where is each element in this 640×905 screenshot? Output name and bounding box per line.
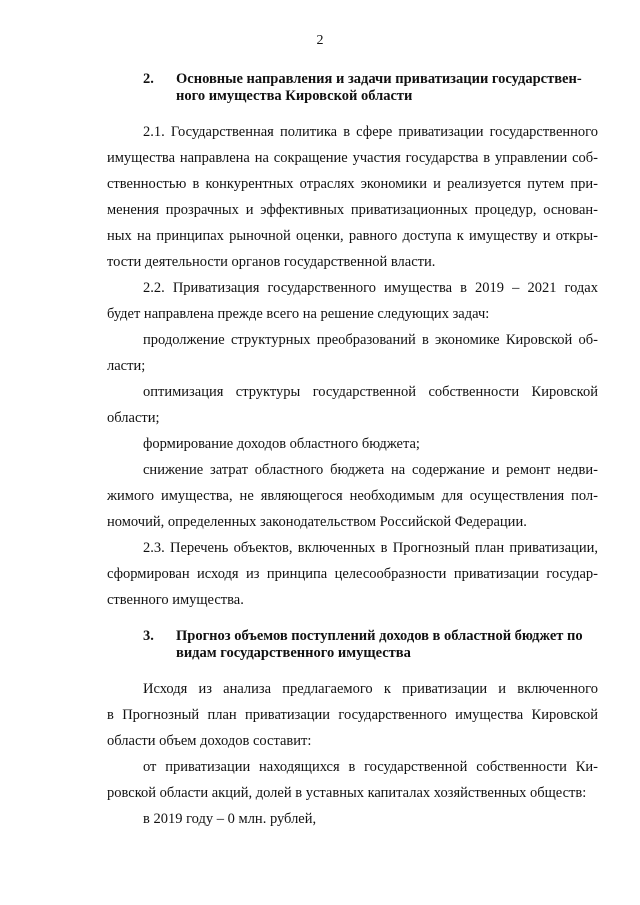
text-line: оптимизация структуры государственной собственности Кировской: [143, 384, 598, 400]
paragraph-3-shares: [107, 754, 598, 806]
text-line: жимого имущества, не являющегося необходимым для осуществления пол-: [107, 488, 598, 504]
text-line: ственного имущества.: [107, 592, 244, 608]
list-item-4: [107, 457, 598, 535]
section-number: 3.: [143, 628, 154, 644]
section-3-heading: [143, 628, 598, 662]
text-line: ных на принципах рыночной оценки, равного доступа к имуществу и откры-: [107, 228, 598, 244]
text-line: продолжение структурных преобразований в экономике Кировской об-: [143, 332, 598, 348]
text-line: области;: [107, 410, 160, 426]
text-line: тости деятельности органов государственной власти.: [107, 254, 436, 270]
list-item-2: [107, 379, 598, 431]
paragraph-3-intro: [107, 676, 598, 754]
text-line: области объем доходов составит:: [107, 733, 312, 749]
text-line: 2.3. Перечень объектов, включенных в Прогнозный план приватизации,: [143, 540, 598, 556]
text-line: 2.1. Государственная политика в сфере приватизации государственного: [143, 124, 598, 140]
paragraph-2-2: [107, 275, 598, 327]
text-line: номочий, определенных законодательством Российской Федерации.: [107, 514, 527, 530]
text-line: сформирован исходя из принципа целесообразности приватизации государ-: [107, 566, 598, 582]
text-line: 2.2. Приватизация государственного имущества в 2019 – 2021 годах: [143, 280, 598, 296]
text-line: формирование доходов областного бюджета;: [143, 436, 420, 452]
text-line: ласти;: [107, 358, 146, 374]
section-title-line: ного имущества Кировской области: [176, 88, 413, 104]
text-line: в 2019 году – 0 млн. рублей,: [143, 811, 317, 827]
text-line: имущества направлена на сокращение участия государства в управлении соб-: [107, 150, 598, 166]
paragraph-2-3: [107, 535, 598, 613]
text-line: ственностью в конкурентных отраслях экономики и реализуется путем при-: [107, 176, 598, 192]
paragraph-3-2019: [107, 806, 598, 832]
section-title-line: Основные направления и задачи приватизации государствен-: [176, 71, 582, 87]
text-line: менения прозрачных и эффективных приватизационных процедур, основан-: [107, 202, 598, 218]
text-line: будет направлена прежде всего на решение следующих задач:: [107, 306, 490, 322]
text-line: в Прогнозный план приватизации государственного имущества Кировской: [107, 707, 598, 723]
text-line: от приватизации находящихся в государственной собственности Ки-: [143, 759, 598, 775]
section-title-line: Прогноз объемов поступлений доходов в областной бюджет по: [176, 628, 583, 644]
list-item-1: [107, 327, 598, 379]
paragraph-2-1: [107, 119, 598, 275]
section-2-heading: [143, 71, 598, 105]
section-title-line: видам государственного имущества: [176, 645, 411, 661]
page-number: 2: [316, 33, 324, 48]
text-line: Исходя из анализа предлагаемого к приватизации и включенного: [143, 681, 598, 697]
section-number: 2.: [143, 71, 154, 87]
list-item-3: [107, 431, 598, 457]
text-line: снижение затрат областного бюджета на содержание и ремонт недви-: [143, 462, 598, 478]
text-line: ровской области акций, долей в уставных капиталах хозяйственных обществ:: [107, 785, 587, 801]
